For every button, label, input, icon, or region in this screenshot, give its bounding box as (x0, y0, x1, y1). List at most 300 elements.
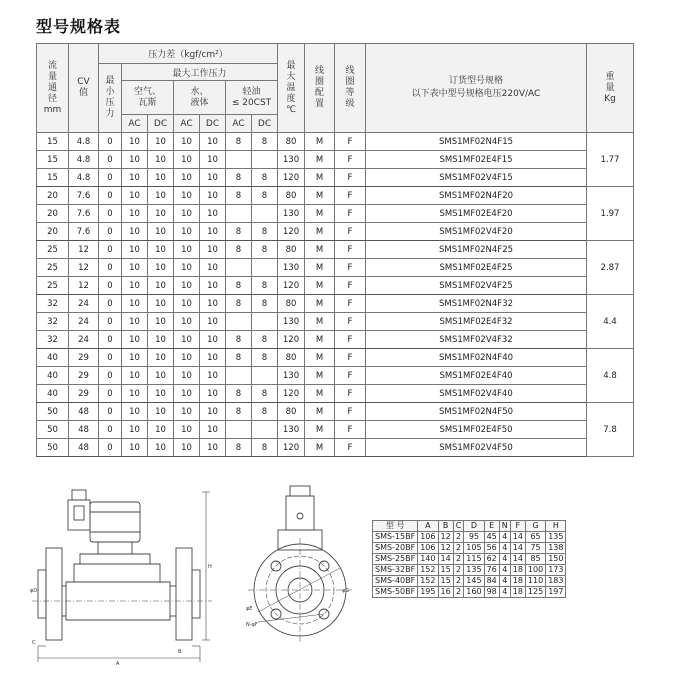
dim-cell: 84 (484, 576, 499, 587)
cell-config: M (305, 133, 335, 151)
cell-oil-dc (252, 205, 278, 223)
dim-cell: 15 (438, 565, 453, 576)
header-min-pressure: 最 小 压 力 (99, 64, 122, 133)
cell-water-ac: 10 (174, 133, 200, 151)
dim-cell: 4 (499, 565, 510, 576)
dim-cell: 14 (510, 543, 525, 554)
cell-temp: 120 (278, 385, 305, 403)
cell-temp: 130 (278, 313, 305, 331)
cell-cv: 7.6 (69, 205, 99, 223)
cell-water-dc: 10 (200, 421, 226, 439)
table-row (37, 331, 634, 349)
cell-air-ac: 10 (122, 151, 148, 169)
cell-dn: 50 (37, 439, 69, 457)
cell-model: SMS1MF02V4F20 (366, 223, 587, 241)
cell-water-dc: 10 (200, 295, 226, 313)
dim-cell: 115 (464, 554, 484, 565)
table-row (373, 587, 566, 598)
cell-model: SMS1MF02E4F20 (366, 205, 587, 223)
cell-cv: 29 (69, 349, 99, 367)
cell-grade: F (335, 349, 366, 367)
header-oil-dc: DC (252, 115, 278, 133)
connector-window (74, 506, 84, 520)
dim-cell: 4 (499, 543, 510, 554)
cell-oil-dc (252, 367, 278, 385)
cell-water-dc: 10 (200, 205, 226, 223)
dim-cell: 4 (499, 576, 510, 587)
valve-body-top (74, 564, 160, 582)
cell-water-ac: 10 (174, 223, 200, 241)
dim-cell: 150 (546, 554, 566, 565)
cell-config: M (305, 259, 335, 277)
cell-oil-ac: 8 (226, 187, 252, 205)
cell-cv: 7.6 (69, 187, 99, 205)
cell-model: SMS1MF02E4F32 (366, 313, 587, 331)
cell-grade: F (335, 313, 366, 331)
dimension-table-body (373, 532, 566, 598)
header-oil-ac: AC (226, 115, 252, 133)
table-row (37, 205, 634, 223)
cell-min: 0 (99, 385, 122, 403)
cell-water-dc: 10 (200, 241, 226, 259)
cell-temp: 80 (278, 349, 305, 367)
cell-cv: 4.8 (69, 133, 99, 151)
cell-air-dc: 10 (148, 259, 174, 277)
cell-oil-dc: 8 (252, 241, 278, 259)
header-air-ac: AC (122, 115, 148, 133)
dim-cell: 4 (499, 587, 510, 598)
cell-air-dc: 10 (148, 403, 174, 421)
connector-cap-front (290, 486, 310, 496)
header-coil-config: 线 圈 配 置 (305, 44, 335, 133)
cell-air-dc: 10 (148, 385, 174, 403)
cell-oil-dc: 8 (252, 439, 278, 457)
cell-cv: 12 (69, 259, 99, 277)
table-row (373, 565, 566, 576)
cell-air-ac: 10 (122, 367, 148, 385)
spec-table-body (37, 133, 634, 457)
cell-min: 0 (99, 259, 122, 277)
cell-grade: F (335, 241, 366, 259)
cell-min: 0 (99, 169, 122, 187)
cell-air-ac: 10 (122, 421, 148, 439)
cell-dn: 15 (37, 151, 69, 169)
dim-cell: 2 (453, 565, 464, 576)
cell-grade: F (335, 205, 366, 223)
cell-oil-dc: 8 (252, 349, 278, 367)
dim-label-h: H (208, 564, 212, 570)
dim-header: A (418, 521, 438, 532)
dim-cell: 76 (484, 565, 499, 576)
cell-oil-ac (226, 421, 252, 439)
page-title: 型号规格表 (36, 17, 122, 36)
cell-grade: F (335, 367, 366, 385)
cell-grade: F (335, 331, 366, 349)
table-row (37, 277, 634, 295)
cell-water-ac: 10 (174, 277, 200, 295)
cell-oil-ac (226, 205, 252, 223)
cell-model: SMS1MF02N4F15 (366, 133, 587, 151)
dim-header: 型 号 (373, 521, 418, 532)
dim-label-a: A (116, 661, 120, 667)
dim-cell: 138 (546, 543, 566, 554)
cell-water-dc: 10 (200, 277, 226, 295)
cell-oil-ac: 8 (226, 349, 252, 367)
cell-air-dc: 10 (148, 133, 174, 151)
dim-label-b: B (178, 649, 182, 655)
dim-cell: 105 (464, 543, 484, 554)
valve-front-view-drawing (244, 482, 356, 652)
dim-label-d: φD (30, 588, 38, 594)
header-flow-diameter: 流 量 通 径 mm (37, 44, 69, 133)
cell-temp: 130 (278, 151, 305, 169)
cell-model: SMS1MF02E4F40 (366, 367, 587, 385)
cell-temp: 120 (278, 277, 305, 295)
dim-header: H (546, 521, 566, 532)
header-cv-value: CV 值 (69, 44, 99, 133)
dim-cell: 152 (418, 576, 438, 587)
cell-dn: 50 (37, 421, 69, 439)
dimension-table-header (373, 521, 566, 532)
dim-header: B (438, 521, 453, 532)
cell-config: M (305, 241, 335, 259)
cell-air-dc: 10 (148, 439, 174, 457)
cell-min: 0 (99, 133, 122, 151)
spec-table (36, 43, 634, 457)
cell-oil-dc: 8 (252, 403, 278, 421)
cell-water-dc: 10 (200, 169, 226, 187)
dim-cell: 2 (453, 576, 464, 587)
cell-dn: 25 (37, 259, 69, 277)
dim-cell: 135 (464, 565, 484, 576)
dim-header: N (499, 521, 510, 532)
cell-oil-ac: 8 (226, 295, 252, 313)
dim-cell: 18 (510, 565, 525, 576)
cell-grade: F (335, 223, 366, 241)
dim-cell: 75 (525, 543, 545, 554)
cell-min: 0 (99, 241, 122, 259)
table-row (37, 169, 634, 187)
cell-temp: 120 (278, 331, 305, 349)
cell-air-dc: 10 (148, 187, 174, 205)
cell-air-ac: 10 (122, 187, 148, 205)
cell-min: 0 (99, 187, 122, 205)
cell-cv: 24 (69, 295, 99, 313)
cell-config: M (305, 403, 335, 421)
dim-label-e: φE (246, 606, 253, 612)
cell-water-ac: 10 (174, 439, 200, 457)
cell-air-dc: 10 (148, 151, 174, 169)
cell-oil-dc: 8 (252, 169, 278, 187)
cell-oil-dc: 8 (252, 295, 278, 313)
table-row (37, 295, 634, 313)
table-row (373, 543, 566, 554)
cell-model: SMS1MF02E4F25 (366, 259, 587, 277)
cell-water-ac: 10 (174, 385, 200, 403)
cell-dn: 15 (37, 133, 69, 151)
header-pressure-diff: 压力差（kgf/cm²） (99, 44, 278, 64)
cell-config: M (305, 295, 335, 313)
cell-model: SMS1MF02N4F20 (366, 187, 587, 205)
dim-cell: 152 (418, 565, 438, 576)
dim-cell: 183 (546, 576, 566, 587)
cell-grade: F (335, 259, 366, 277)
table-row (37, 259, 634, 277)
cell-dn: 32 (37, 313, 69, 331)
cell-dn: 25 (37, 277, 69, 295)
cell-air-dc: 10 (148, 421, 174, 439)
valve-side-view-drawing (30, 482, 220, 668)
cell-air-ac: 10 (122, 403, 148, 421)
connector-box (68, 500, 90, 530)
cell-air-ac: 10 (122, 133, 148, 151)
cell-dn: 20 (37, 223, 69, 241)
left-flange (46, 548, 62, 640)
cell-air-dc: 10 (148, 223, 174, 241)
dim-cell: 12 (438, 543, 453, 554)
dim-cell: 56 (484, 543, 499, 554)
dim-cell: 98 (484, 587, 499, 598)
header-water-liquid: 水、 液体 (174, 81, 226, 115)
cell-config: M (305, 151, 335, 169)
cell-water-dc: 10 (200, 331, 226, 349)
cell-water-ac: 10 (174, 151, 200, 169)
cell-min: 0 (99, 277, 122, 295)
cell-oil-dc (252, 151, 278, 169)
cell-dn: 50 (37, 403, 69, 421)
cell-weight: 1.77 (587, 133, 634, 187)
dim-cell: SMS-50BF (373, 587, 418, 598)
dimension-table (372, 520, 566, 598)
coil-housing (90, 502, 140, 542)
dim-cell: 2 (453, 543, 464, 554)
cell-min: 0 (99, 331, 122, 349)
cell-temp: 120 (278, 169, 305, 187)
dim-cell: 110 (525, 576, 545, 587)
cell-model: SMS1MF02V4F50 (366, 439, 587, 457)
dim-cell: 160 (464, 587, 484, 598)
cell-water-ac: 10 (174, 367, 200, 385)
cell-water-ac: 10 (174, 205, 200, 223)
cell-oil-dc: 8 (252, 277, 278, 295)
cell-model: SMS1MF02E4F15 (366, 151, 587, 169)
cell-config: M (305, 277, 335, 295)
cell-cv: 7.6 (69, 223, 99, 241)
cell-weight: 7.8 (587, 403, 634, 457)
cell-air-ac: 10 (122, 439, 148, 457)
cell-temp: 130 (278, 259, 305, 277)
cell-oil-ac: 8 (226, 385, 252, 403)
dim-cell: 197 (546, 587, 566, 598)
cell-water-dc: 10 (200, 151, 226, 169)
cell-air-dc: 10 (148, 241, 174, 259)
table-row (37, 151, 634, 169)
cell-oil-ac (226, 313, 252, 331)
cell-temp: 130 (278, 421, 305, 439)
cell-oil-ac: 8 (226, 241, 252, 259)
dim-cell: 100 (525, 565, 545, 576)
table-row (37, 439, 634, 457)
cell-dn: 20 (37, 205, 69, 223)
table-row (37, 367, 634, 385)
dim-cell: 135 (546, 532, 566, 543)
cell-model: SMS1MF02V4F25 (366, 277, 587, 295)
cell-grade: F (335, 295, 366, 313)
dim-header: D (464, 521, 484, 532)
cell-dn: 40 (37, 349, 69, 367)
cell-config: M (305, 385, 335, 403)
cell-config: M (305, 223, 335, 241)
cell-temp: 80 (278, 403, 305, 421)
cell-air-ac: 10 (122, 295, 148, 313)
cell-cv: 4.8 (69, 169, 99, 187)
cell-oil-dc: 8 (252, 133, 278, 151)
cell-oil-ac: 8 (226, 403, 252, 421)
cell-grade: F (335, 187, 366, 205)
dim-cell: 4 (499, 554, 510, 565)
cell-air-ac: 10 (122, 223, 148, 241)
cell-dn: 20 (37, 187, 69, 205)
right-flange (176, 548, 192, 640)
table-row (37, 349, 634, 367)
header-weight: 重 量 Kg (587, 44, 634, 133)
dim-cell: 62 (484, 554, 499, 565)
cell-air-dc: 10 (148, 367, 174, 385)
connector-screw (297, 513, 303, 519)
cell-grade: F (335, 385, 366, 403)
dim-cell: 125 (525, 587, 545, 598)
header-coil-grade: 线 圈 等 级 (335, 44, 366, 133)
table-row (37, 313, 634, 331)
cell-oil-ac: 8 (226, 439, 252, 457)
cell-oil-ac: 8 (226, 133, 252, 151)
cell-config: M (305, 187, 335, 205)
cell-model: SMS1MF02N4F40 (366, 349, 587, 367)
cell-config: M (305, 169, 335, 187)
cell-temp: 120 (278, 439, 305, 457)
cell-min: 0 (99, 223, 122, 241)
table-row (37, 421, 634, 439)
cell-config: M (305, 421, 335, 439)
dim-cell: 18 (510, 587, 525, 598)
cell-water-ac: 10 (174, 403, 200, 421)
cell-grade: F (335, 169, 366, 187)
cell-oil-ac (226, 259, 252, 277)
cell-model: SMS1MF02E4F50 (366, 421, 587, 439)
cell-temp: 80 (278, 187, 305, 205)
dim-cell: 15 (438, 576, 453, 587)
cell-cv: 12 (69, 241, 99, 259)
cell-config: M (305, 349, 335, 367)
cell-min: 0 (99, 313, 122, 331)
cell-oil-dc (252, 259, 278, 277)
cell-dn: 15 (37, 169, 69, 187)
cell-grade: F (335, 421, 366, 439)
dim-header: F (510, 521, 525, 532)
cell-model: SMS1MF02N4F25 (366, 241, 587, 259)
cell-dn: 40 (37, 367, 69, 385)
cell-model: SMS1MF02V4F15 (366, 169, 587, 187)
cell-grade: F (335, 133, 366, 151)
cell-air-ac: 10 (122, 277, 148, 295)
dim-cell: 65 (525, 532, 545, 543)
table-row (37, 403, 634, 421)
dim-cell: 2 (453, 554, 464, 565)
cell-air-ac: 10 (122, 241, 148, 259)
cell-config: M (305, 331, 335, 349)
dim-cell: 95 (464, 532, 484, 543)
cell-cv: 29 (69, 367, 99, 385)
cell-air-ac: 10 (122, 205, 148, 223)
cell-model: SMS1MF02V4F40 (366, 385, 587, 403)
cell-cv: 24 (69, 331, 99, 349)
cell-air-ac: 10 (122, 169, 148, 187)
cell-air-dc: 10 (148, 313, 174, 331)
cell-oil-dc (252, 421, 278, 439)
dim-cell: 173 (546, 565, 566, 576)
dim-cell: 106 (418, 543, 438, 554)
table-row (37, 385, 634, 403)
dim-cell: 45 (484, 532, 499, 543)
cell-oil-ac: 8 (226, 223, 252, 241)
cell-model: SMS1MF02N4F50 (366, 403, 587, 421)
cell-min: 0 (99, 151, 122, 169)
dim-cell: 145 (464, 576, 484, 587)
cell-water-ac: 10 (174, 169, 200, 187)
cell-air-ac: 10 (122, 331, 148, 349)
cell-air-ac: 10 (122, 259, 148, 277)
cell-min: 0 (99, 403, 122, 421)
cell-cv: 48 (69, 421, 99, 439)
cell-grade: F (335, 151, 366, 169)
dim-cell: 12 (438, 532, 453, 543)
cell-water-ac: 10 (174, 331, 200, 349)
cell-min: 0 (99, 439, 122, 457)
cell-temp: 130 (278, 367, 305, 385)
dim-cell: SMS-20BF (373, 543, 418, 554)
dim-label-n: N-φF (246, 622, 258, 628)
connector-cap (72, 490, 86, 500)
cell-oil-dc: 8 (252, 331, 278, 349)
cell-min: 0 (99, 367, 122, 385)
cell-oil-dc (252, 313, 278, 331)
cell-water-dc: 10 (200, 133, 226, 151)
dim-cell: SMS-40BF (373, 576, 418, 587)
cell-weight: 2.87 (587, 241, 634, 295)
dim-cell: 14 (510, 554, 525, 565)
dim-label-c: C (32, 640, 36, 646)
cell-grade: F (335, 403, 366, 421)
cell-min: 0 (99, 421, 122, 439)
cell-weight: 1.97 (587, 187, 634, 241)
cell-water-dc: 10 (200, 187, 226, 205)
dim-cell: 2 (453, 587, 464, 598)
spec-table-header (37, 44, 634, 133)
cell-cv: 48 (69, 403, 99, 421)
cell-oil-ac (226, 367, 252, 385)
cell-config: M (305, 313, 335, 331)
dim-cell: 14 (510, 532, 525, 543)
cell-grade: F (335, 277, 366, 295)
cell-model: SMS1MF02N4F32 (366, 295, 587, 313)
cell-oil-dc: 8 (252, 385, 278, 403)
header-order-spec: 订货型号规格 以下表中型号规格电压220V/AC (366, 44, 587, 133)
cell-min: 0 (99, 205, 122, 223)
cell-air-ac: 10 (122, 349, 148, 367)
cell-dn: 32 (37, 331, 69, 349)
dim-label-g: φG (342, 588, 350, 594)
cell-oil-ac (226, 151, 252, 169)
